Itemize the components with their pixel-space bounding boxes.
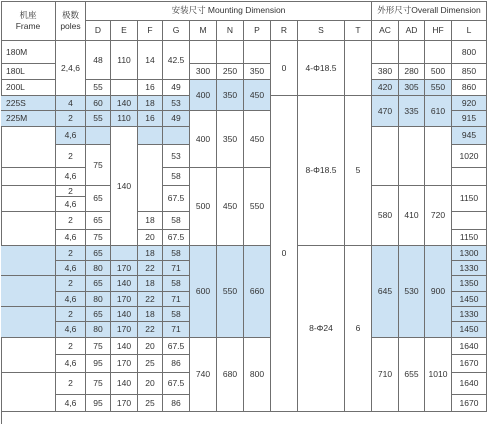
table-cell-r: 0: [271, 41, 298, 96]
table-cell-d: 80: [86, 261, 111, 276]
table-cell-ad: 280: [399, 64, 425, 80]
table-cell-e: [111, 246, 138, 261]
table-cell-l: 1670: [452, 395, 487, 412]
table-cell-poles: 2: [56, 373, 86, 395]
table-cell-f: 20: [138, 230, 163, 246]
subheader-p: P: [244, 21, 271, 41]
table-cell-f: 25: [138, 355, 163, 373]
table-cell-d: 95: [86, 355, 111, 373]
table-cell-d: [86, 127, 111, 145]
table-cell-frame: 225M: [1, 111, 56, 127]
table-cell-frame: [1, 276, 56, 307]
table-cell-f: 22: [138, 292, 163, 307]
table-cell-n: 680: [217, 338, 244, 412]
table-cell-l: 1150: [452, 186, 487, 212]
table-cell-poles: 4,6: [56, 127, 86, 145]
table-cell-g: 67.5: [163, 373, 190, 395]
table-cell-l: 920: [452, 96, 487, 111]
header-poles-en: poles: [60, 21, 81, 31]
table-cell-d: 48: [86, 41, 111, 80]
table-cell-f: 22: [138, 322, 163, 338]
table-cell-ad: 305: [399, 80, 425, 96]
table-cell-poles: 4,6: [56, 168, 86, 186]
table-cell-d: 80: [86, 322, 111, 338]
table-cell-d: 65: [86, 212, 111, 230]
table-cell-l: 850: [452, 64, 487, 80]
table-cell-l: 1640: [452, 373, 487, 395]
table-cell-poles: 2: [56, 186, 86, 197]
table-cell-g: 53: [163, 145, 190, 168]
table-cell-ad: 410: [399, 186, 425, 246]
subheader-n: N: [217, 21, 244, 41]
table-cell-e: 110: [111, 41, 138, 80]
table-cell-n: [217, 41, 244, 64]
table-cell-g: 49: [163, 80, 190, 96]
table-cell-e: 140: [111, 338, 138, 355]
table-cell-l: 1150: [452, 230, 487, 246]
table-cell-d: 60: [86, 96, 111, 111]
subheader-f: F: [138, 21, 163, 41]
table-cell-p: 350: [244, 64, 271, 80]
table-cell-l: 945: [452, 127, 487, 145]
table-cell-f: [138, 127, 163, 145]
table-cell-p: [244, 41, 271, 64]
table-cell-e: 170: [111, 261, 138, 276]
table-cell-e: 170: [111, 322, 138, 338]
table-cell-poles: 4,6: [56, 261, 86, 276]
table-cell-l: [452, 212, 487, 230]
table-cell-d: 75: [86, 230, 111, 246]
table-cell-hf: 550: [425, 80, 452, 96]
table-cell-e: 140: [111, 96, 138, 111]
table-cell-d: 65: [86, 307, 111, 322]
table-cell-n: 550: [217, 246, 244, 338]
table-cell-l: 1450: [452, 292, 487, 307]
table-cell-ac: 420: [372, 80, 399, 96]
table-cell-f: 18: [138, 212, 163, 230]
table-cell-frame: [1, 246, 56, 276]
table-cell-m: [190, 41, 217, 64]
table-cell-n: 350: [217, 111, 244, 168]
table-cell-poles: 4,6: [56, 395, 86, 412]
table-cell-f: 18: [138, 276, 163, 292]
table-cell-g: 67.5: [163, 186, 190, 212]
table-cell-l: 1350: [452, 276, 487, 292]
table-cell-poles: 4: [56, 96, 86, 111]
table-cell-poles: 2: [56, 246, 86, 261]
table-cell-d: 75: [86, 145, 111, 186]
table-cell-d: 65: [86, 276, 111, 292]
table-cell-g: 71: [163, 322, 190, 338]
table-cell-p: 660: [244, 246, 271, 338]
table-cell-hf: 720: [425, 186, 452, 246]
table-cell-ad: [399, 127, 425, 186]
header-frame-en: Frame: [15, 21, 41, 31]
table-cell-f: [138, 145, 163, 212]
table-cell-d: 95: [86, 395, 111, 412]
table-cell-d: 65: [86, 186, 111, 212]
table-cell-e: 170: [111, 355, 138, 373]
table-cell-g: 86: [163, 355, 190, 373]
table-cell-f: 22: [138, 261, 163, 276]
table-cell-poles: 4,6: [56, 197, 86, 212]
table-cell-t: 5: [345, 96, 372, 246]
table-cell-l: 1300: [452, 246, 487, 261]
table-cell-f: 18: [138, 246, 163, 261]
table-cell-e: 140: [111, 276, 138, 292]
table-cell-m: 300: [190, 64, 217, 80]
table-cell-hf: 500: [425, 64, 452, 80]
table-cell-g: 49: [163, 111, 190, 127]
table-cell-f: 25: [138, 395, 163, 412]
table-cell-l: 1450: [452, 322, 487, 338]
table-cell-e: [111, 80, 138, 96]
table-cell-f: 16: [138, 80, 163, 96]
table-cell-poles: 2: [56, 338, 86, 355]
table-cell-s: 8-Φ18.5: [298, 96, 345, 246]
table-cell-ac: 710: [372, 338, 399, 412]
table-cell-m: 400: [190, 80, 217, 111]
table-cell-d: 55: [86, 80, 111, 96]
table-cell-d: 80: [86, 292, 111, 307]
table-cell-l: 800: [452, 41, 487, 64]
table-cell-t: [345, 41, 372, 96]
table-cell-f: 14: [138, 41, 163, 80]
subheader-t: T: [345, 21, 372, 41]
table-cell-frame: [1, 373, 56, 412]
table-cell-ac: 380: [372, 64, 399, 80]
table-cell-m: 740: [190, 338, 217, 412]
header-poles: [56, 1, 86, 41]
table-cell-g: 71: [163, 292, 190, 307]
table-cell-ac: 470: [372, 96, 399, 127]
table-cell-d: 55: [86, 111, 111, 127]
table-cell-frame: [1, 168, 56, 186]
table-cell-poles: 4,6: [56, 355, 86, 373]
table-cell-g: 67.5: [163, 338, 190, 355]
table-cell-g: 42.5: [163, 41, 190, 80]
table-cell-ad: 335: [399, 96, 425, 127]
table-cell-l: 1330: [452, 261, 487, 276]
table-cell-g: 58: [163, 212, 190, 230]
header-mounting-dimension: 安装尺寸 Mounting Dimension: [86, 1, 372, 21]
table-cell-f: 18: [138, 96, 163, 111]
table-cell-d: 75: [86, 373, 111, 395]
table-cell-poles: 2: [56, 111, 86, 127]
table-cell-e: 110: [111, 111, 138, 127]
table-cell-frame: [1, 186, 56, 212]
table-cell-l: 1670: [452, 355, 487, 373]
subheader-l: L: [452, 21, 487, 41]
table-cell-hf: 1010: [425, 338, 452, 412]
table-cell-g: 86: [163, 395, 190, 412]
table-cell-g: 58: [163, 246, 190, 261]
table-cell-ac: 580: [372, 186, 399, 246]
table-cell-ad: [399, 41, 425, 64]
table-cell-poles: 2: [56, 145, 86, 168]
table-cell-frame: 200L: [1, 80, 56, 96]
table-cell-ac: 645: [372, 246, 399, 338]
table-cell-f: 20: [138, 338, 163, 355]
table-cell-frame: [1, 127, 56, 168]
table-cell-hf: 900: [425, 246, 452, 338]
subheader-g: G: [163, 21, 190, 41]
table-cell-ac: [372, 127, 399, 186]
subheader-d: D: [86, 21, 111, 41]
table-cell-poles: 2: [56, 307, 86, 322]
table-cell-l: 860: [452, 80, 487, 96]
table-cell-s: 4-Φ18.5: [298, 41, 345, 96]
table-cell-ad: 655: [399, 338, 425, 412]
table-cell-g: [163, 127, 190, 145]
table-cell-d: 75: [86, 338, 111, 355]
table-cell-p: 450: [244, 80, 271, 111]
table-cell-p: 450: [244, 111, 271, 168]
table-cell-e: 140: [111, 373, 138, 395]
table-cell-frame: [1, 307, 56, 338]
table-cell-f: 18: [138, 307, 163, 322]
table-cell-e: 170: [111, 395, 138, 412]
table-cell-frame: 225S: [1, 96, 56, 111]
table-cell-g: 67.5: [163, 230, 190, 246]
table-cell-g: 71: [163, 261, 190, 276]
subheader-ac: AC: [372, 21, 399, 41]
table-cell-frame: [1, 212, 56, 246]
table-cell-l: 1640: [452, 338, 487, 355]
table-cell-e: 140: [111, 307, 138, 322]
subheader-ad: AD: [399, 21, 425, 41]
subheader-r: R: [271, 21, 298, 41]
table-cell-hf: [425, 41, 452, 64]
table-cell-ad: 530: [399, 246, 425, 338]
table-cell-m: 400: [190, 111, 217, 168]
table-cell-frame: 180M: [1, 41, 56, 64]
subheader-e: E: [111, 21, 138, 41]
header-frame: [1, 1, 56, 41]
table-cell-g: 58: [163, 168, 190, 186]
header-poles-zh: 极数: [61, 9, 79, 20]
table-cell-l: [452, 168, 487, 186]
table-cell-g: 53: [163, 96, 190, 111]
table-cell-g: 58: [163, 276, 190, 292]
table-cell-poles: 4,6: [56, 292, 86, 307]
table-cell-poles: 2: [56, 212, 86, 230]
table-cell-poles: 2: [56, 276, 86, 292]
table-cell-frame: [1, 338, 56, 373]
header-frame-zh: 机座: [19, 9, 37, 20]
subheader-m: M: [190, 21, 217, 41]
subheader-s: S: [298, 21, 345, 41]
table-cell-n: 350: [217, 80, 244, 111]
table-cell-n: 450: [217, 168, 244, 246]
header-overall-dimension: 外形尺寸Overall Dimension: [372, 1, 487, 21]
table-cell-n: 250: [217, 64, 244, 80]
table-cell-t: 6: [345, 246, 372, 412]
table-cell-poles: 4,6: [56, 322, 86, 338]
table-cell-e: 140: [111, 127, 138, 246]
table-cell-m: 600: [190, 246, 217, 338]
subheader-hf: HF: [425, 21, 452, 41]
table-cell-s: 8-Φ24: [298, 246, 345, 412]
table-cell-r: 0: [271, 96, 298, 412]
table-cell-hf: [425, 127, 452, 186]
table-cell-l: 915: [452, 111, 487, 127]
table-cell-poles: 2,4,6: [56, 41, 86, 96]
table-cell-l: 1330: [452, 307, 487, 322]
table-cell-f: 16: [138, 111, 163, 127]
table-cell-ac: [372, 41, 399, 64]
table-cell-frame: 180L: [1, 64, 56, 80]
table-cell-l: 1020: [452, 145, 487, 168]
table-cell-d: 65: [86, 246, 111, 261]
table-cell-g: 58: [163, 307, 190, 322]
table-cell-p: 800: [244, 338, 271, 412]
table-cell-e: 170: [111, 292, 138, 307]
table-cell-hf: 610: [425, 96, 452, 127]
table-cell-p: 550: [244, 168, 271, 246]
table-cell-m: 500: [190, 168, 217, 246]
table-cell-poles: 4,6: [56, 230, 86, 246]
table-cell-f: 20: [138, 373, 163, 395]
